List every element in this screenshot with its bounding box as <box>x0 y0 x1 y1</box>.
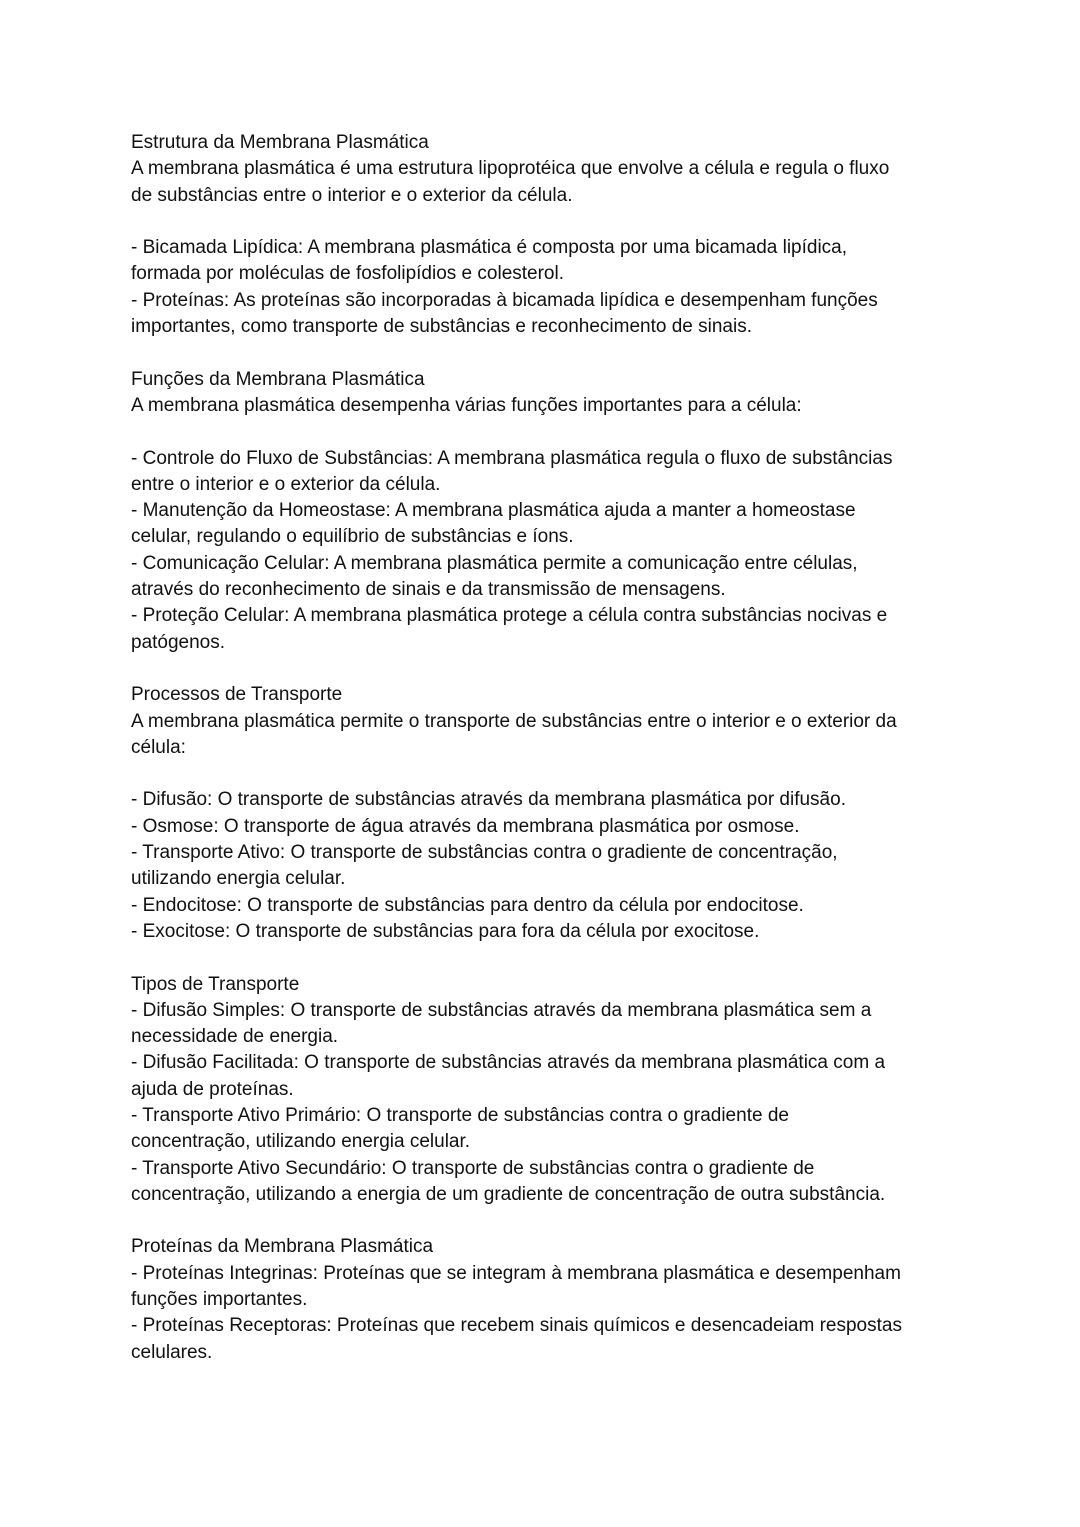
list-item-line: utilizando energia celular. <box>131 868 346 890</box>
list-item <box>131 1313 961 1366</box>
section-spacer <box>131 656 961 682</box>
list-item <box>131 919 961 945</box>
list-item-line: necessidade de energia. <box>131 1026 339 1048</box>
list-item <box>131 814 961 840</box>
list-item-line: patógenos. <box>131 631 226 653</box>
list-item <box>131 840 961 893</box>
list-item <box>131 893 961 919</box>
list-item <box>131 998 961 1051</box>
section-tipos <box>131 972 961 1209</box>
list-item-line: - Proteção Celular: A membrana plasmática protege a célula contra substâncias nocivas e <box>131 605 888 627</box>
list-item-line: - Proteínas Integrinas: Proteínas que se integram à membrana plasmática e desempenham <box>131 1262 901 1284</box>
list-item-line: - Proteínas: As proteínas são incorporadas à bicamada lipídica e desempenham funções <box>131 289 878 311</box>
list-item <box>131 603 961 656</box>
list-item <box>131 787 961 813</box>
section-processos <box>131 682 961 945</box>
list-item-line: - Difusão Facilitada: O transporte de substâncias através da membrana plasmática com a <box>131 1052 886 1074</box>
intro-line: A membrana plasmática permite o transporte de substâncias entre o interior e o exterior da <box>131 710 897 732</box>
list-item-line: formada por moléculas de fosfolipídios e colesterol. <box>131 263 565 285</box>
section-spacer <box>131 340 961 366</box>
intro-line: A membrana plasmática é uma estrutura lipoprotéica que envolve a célula e regula o fluxo <box>131 158 890 180</box>
document-page <box>131 130 961 1366</box>
list-item-line: - Comunicação Celular: A membrana plasmática permite a comunicação entre células, <box>131 552 858 574</box>
list-item-line: importantes, como transporte de substâncias e reconhecimento de sinais. <box>131 316 752 338</box>
list-item <box>131 1156 961 1209</box>
intro-line: célula: <box>131 736 186 758</box>
list-item-line: - Exocitose: O transporte de substâncias para fora da célula por exocitose. <box>131 920 760 942</box>
list-item <box>131 1261 961 1314</box>
list-item-line: celulares. <box>131 1341 213 1363</box>
list-item-line: concentração, utilizando energia celular. <box>131 1131 471 1153</box>
section-estrutura <box>131 130 961 340</box>
list-item-line: celular, regulando o equilíbrio de substâncias e íons. <box>131 526 574 548</box>
list-item-line: - Manutenção da Homeostase: A membrana plasmática ajuda a manter a homeostase <box>131 500 856 522</box>
section-heading: Funções da Membrana Plasmática <box>131 368 425 390</box>
paragraph-spacer <box>131 419 961 445</box>
section-heading: Proteínas da Membrana Plasmática <box>131 1236 434 1258</box>
list-item <box>131 288 961 341</box>
intro-line: de substâncias entre o interior e o exterior da célula. <box>131 184 573 206</box>
list-item-line: através do reconhecimento de sinais e da transmissão de mensagens. <box>131 579 726 601</box>
list-item-line: - Difusão Simples: O transporte de substâncias através da membrana plasmática sem a <box>131 999 872 1021</box>
section-heading: Estrutura da Membrana Plasmática <box>131 132 429 153</box>
list-item <box>131 1103 961 1156</box>
section-spacer <box>131 1208 961 1234</box>
section-heading: Processos de Transporte <box>131 684 343 706</box>
section-proteinas <box>131 1234 961 1365</box>
section-heading: Tipos de Transporte <box>131 973 300 995</box>
list-item-line: - Osmose: O transporte de água através da membrana plasmática por osmose. <box>131 815 800 837</box>
list-item-line: - Endocitose: O transporte de substâncias para dentro da célula por endocitose. <box>131 894 804 916</box>
list-item-line: - Transporte Ativo Primário: O transporte de substâncias contra o gradiente de <box>131 1104 789 1126</box>
list-item <box>131 498 961 551</box>
list-item-line: - Proteínas Receptoras: Proteínas que recebem sinais químicos e desencadeiam respostas <box>131 1315 902 1337</box>
list-item-line: entre o interior e o exterior da célula. <box>131 473 441 495</box>
list-item <box>131 235 961 288</box>
list-item-line: - Controle do Fluxo de Substâncias: A membrana plasmática regula o fluxo de substâncias <box>131 447 893 469</box>
list-item <box>131 446 961 499</box>
list-item-line: - Difusão: O transporte de substâncias através da membrana plasmática por difusão. <box>131 789 846 811</box>
list-item-line: concentração, utilizando a energia de um gradiente de concentração de outra substância. <box>131 1183 886 1205</box>
intro-line: A membrana plasmática desempenha várias funções importantes para a célula: <box>131 394 802 416</box>
paragraph-spacer <box>131 761 961 787</box>
section-spacer <box>131 945 961 971</box>
list-item-line: - Transporte Ativo: O transporte de substâncias contra o gradiente de concentração, <box>131 842 838 864</box>
list-item <box>131 551 961 604</box>
list-item <box>131 1050 961 1103</box>
section-funcoes <box>131 367 961 656</box>
list-item-line: - Bicamada Lipídica: A membrana plasmática é composta por uma bicamada lipídica, <box>131 237 848 259</box>
list-item-line: - Transporte Ativo Secundário: O transporte de substâncias contra o gradiente de <box>131 1157 815 1179</box>
list-item-line: funções importantes. <box>131 1289 308 1311</box>
paragraph-spacer <box>131 209 961 235</box>
list-item-line: ajuda de proteínas. <box>131 1078 294 1100</box>
